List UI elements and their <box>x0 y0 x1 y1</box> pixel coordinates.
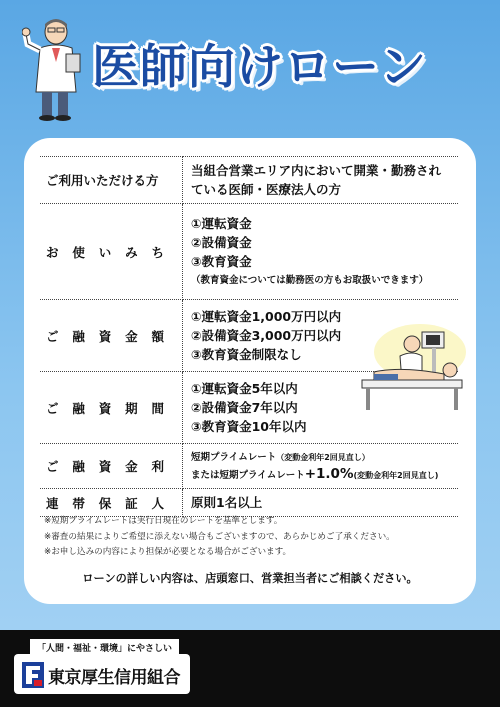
row-label: ご融資金額 <box>40 300 183 372</box>
row-value: 原則1名以上 <box>183 489 459 517</box>
row-label: ご融資期間 <box>40 372 183 444</box>
row-value: 当組合営業エリア内において開業・勤務されている医師・医療法人の方 <box>183 157 459 204</box>
info-card <box>24 138 476 604</box>
row-value: ①運転資金5年以内 ②設備資金7年以内 ③教育資金10年以内 <box>183 372 459 444</box>
row-label: ご融資金利 <box>40 444 183 489</box>
row-value: 短期プライムレート（変動金利年2回見直し） または短期プライムレート+1.0%(変動金利年2回見直し) <box>183 444 459 489</box>
row-value: ①運転資金 ②設備資金 ③教育資金 （教育資金については勤務医の方もお取扱いできます） <box>183 204 459 300</box>
brand-name: 東京厚生信用組合 <box>48 668 180 688</box>
table-row <box>40 444 458 489</box>
row-label: お使いみち <box>40 204 183 300</box>
credit-union-logo-icon <box>20 660 46 690</box>
table-row <box>40 204 458 300</box>
header <box>0 0 500 130</box>
table-row <box>40 489 458 517</box>
notes: ※短期プライムレートは実行日現在のレートを基準とします。 ※審査の結果によりご希望に添えない場合もございますので、あらかじめご了承ください。 ※お申し込みの内容により担保が必要となる場合がございます。 <box>44 516 395 557</box>
row-label: ご利用いただける方 <box>40 157 183 204</box>
row-label: 連帯保証人 <box>40 489 183 517</box>
brand-tagline: 「人間・福祉・環境」にやさしい <box>30 639 179 656</box>
contact-message: ローンの詳しい内容は、店頭窓口、営業担当者にご相談ください。 <box>82 572 418 585</box>
doctor-illustration-icon <box>22 14 82 124</box>
ultrasound-exam-illustration-icon <box>360 322 468 412</box>
table-row <box>40 157 458 204</box>
row-value: ①運転資金1,000万円以内 ②設備資金3,000万円以内 ③教育資金制限なし <box>183 300 459 372</box>
page-title: 医師向けローン <box>92 40 428 95</box>
